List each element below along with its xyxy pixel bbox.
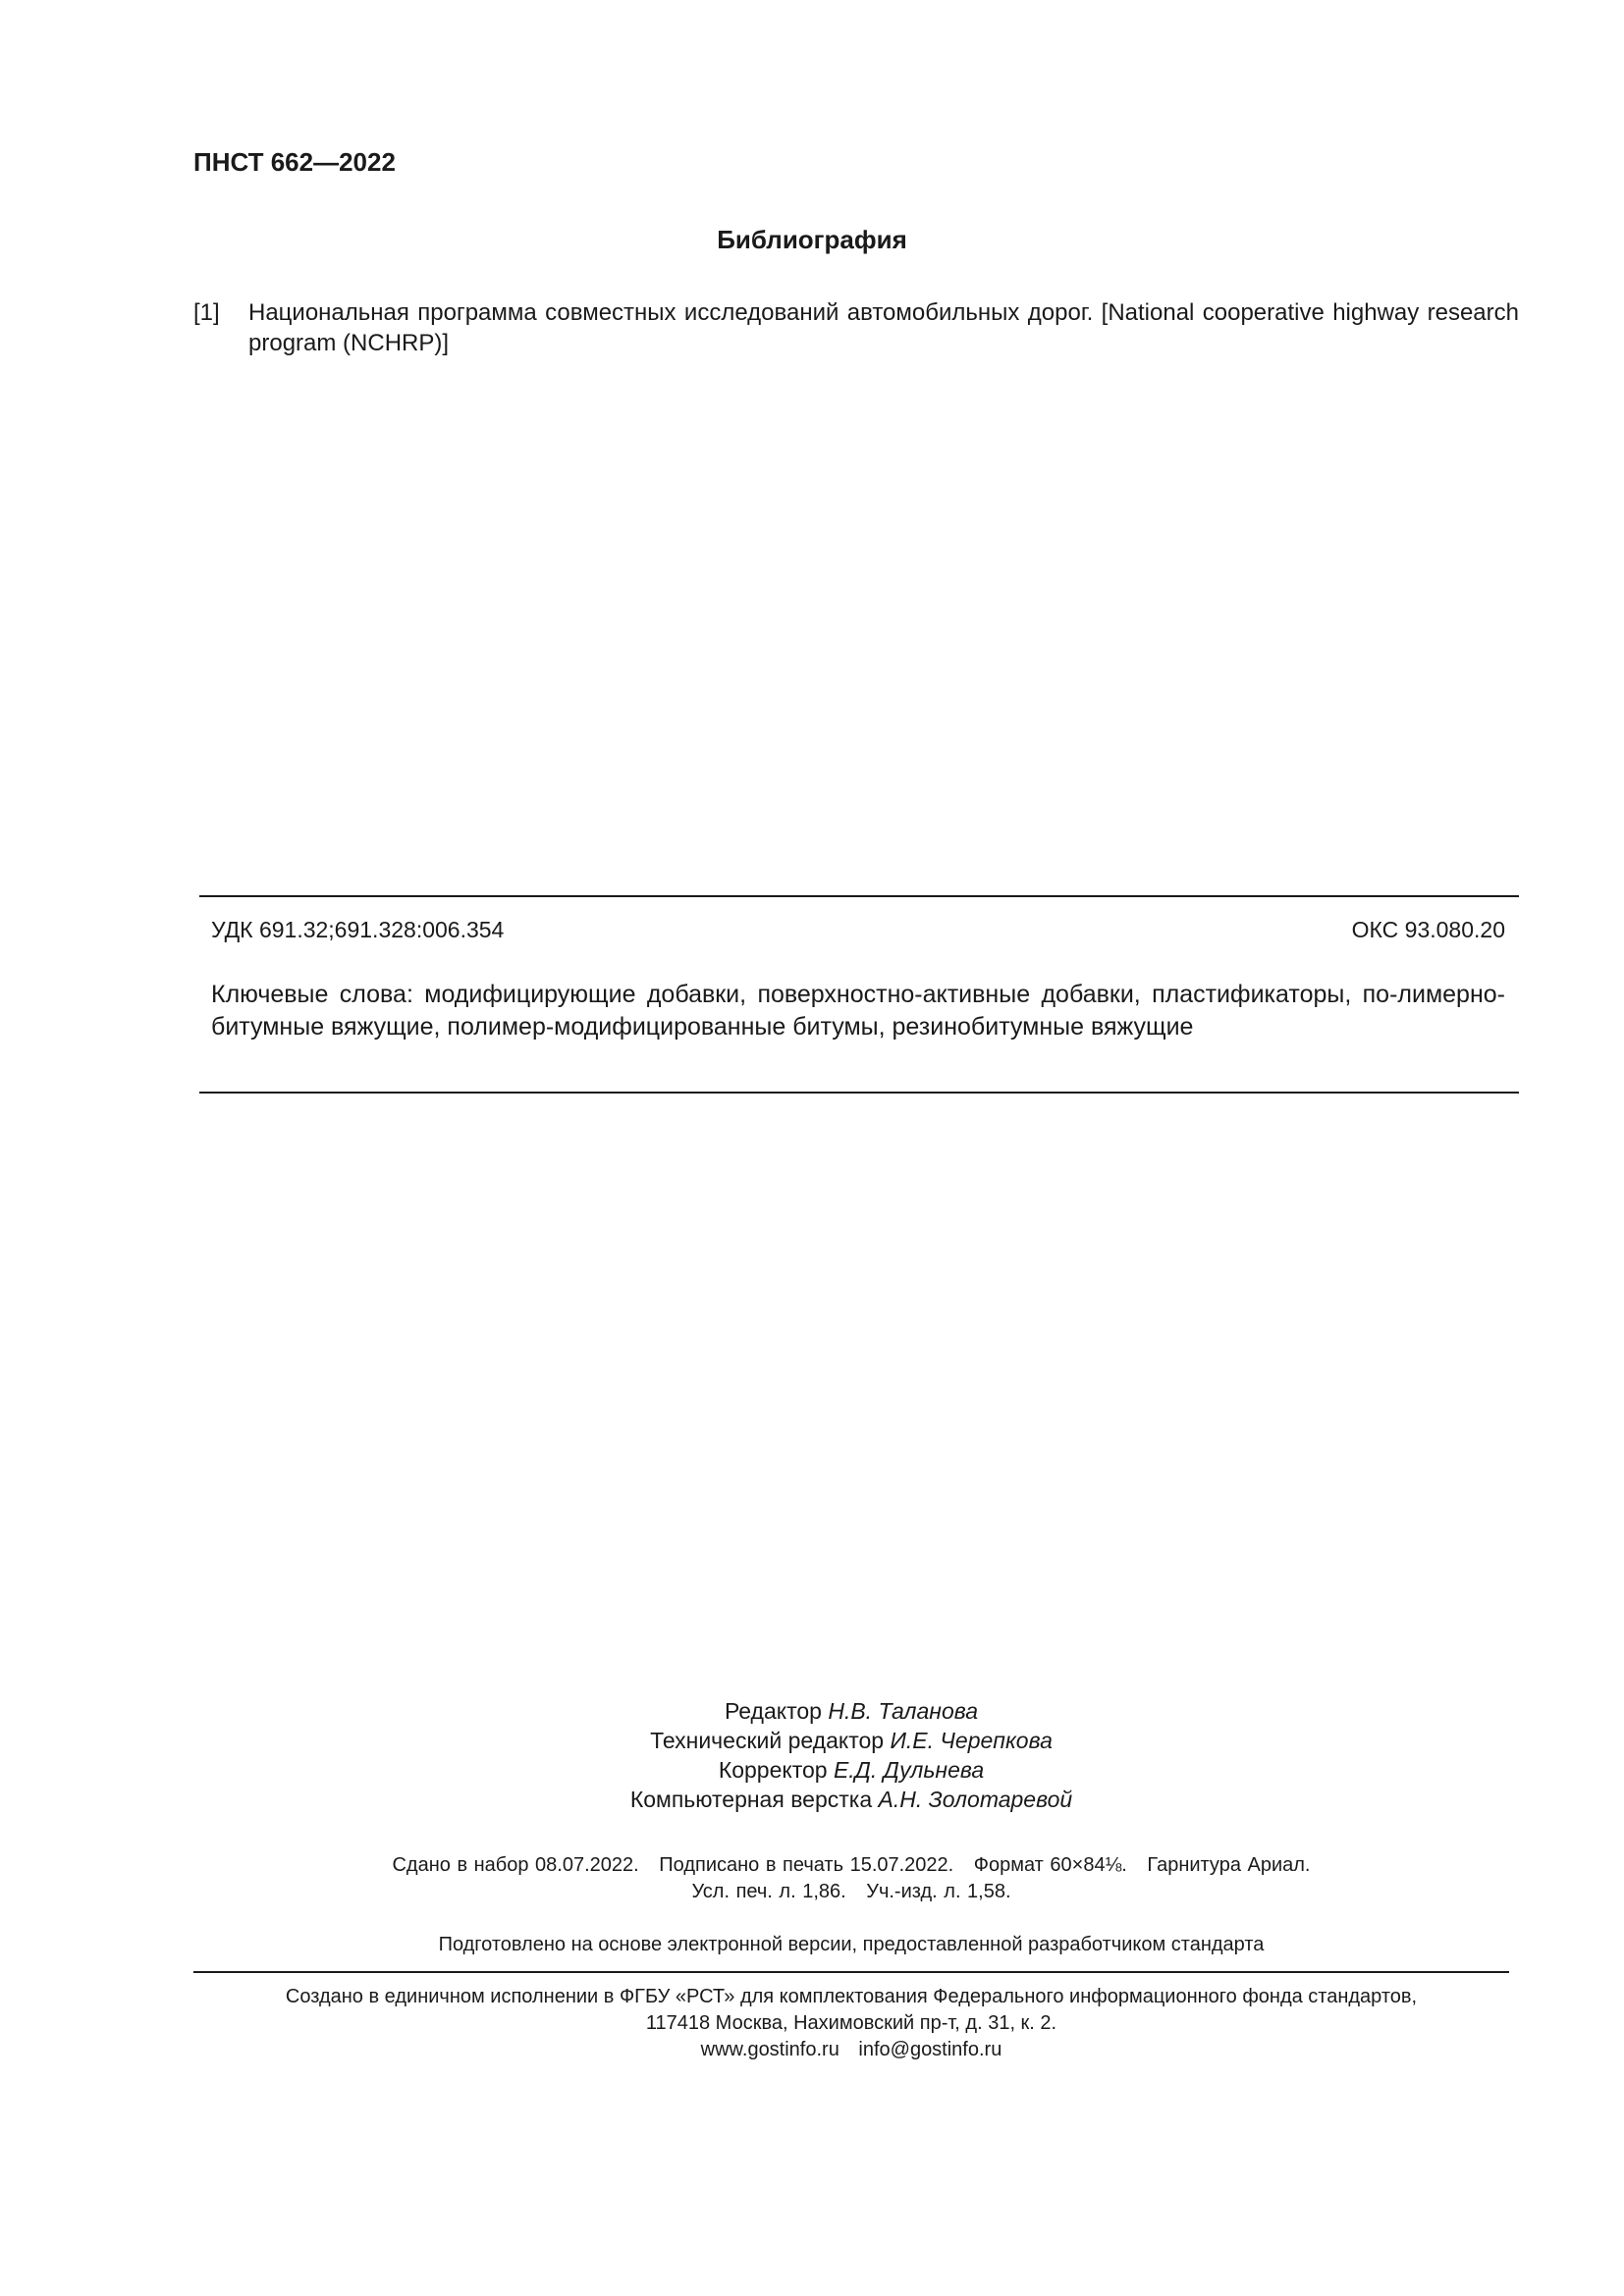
publication-line-2 (0, 1879, 1624, 1905)
entry-number: [1] (193, 299, 220, 326)
prepared-note: Подготовлено на основе электронной версии, предоставленной разработчиком стандарта (438, 1934, 1265, 1955)
bibliography-heading: Библиография (717, 225, 907, 254)
imprint-address: 117418 Москва, Нахимовский пр-т, д. 31, к. 2. (645, 2012, 1057, 2034)
bibliography-entry (193, 297, 1519, 358)
credit-role: Компьютерная верстка (629, 1787, 873, 1812)
credits-block (0, 1696, 1624, 1814)
udk-code: УДК 691.32;691.328:006.354 (211, 917, 505, 942)
oks-code: ОКС 93.080.20 (1351, 917, 1505, 942)
credit-tech-editor (0, 1726, 1624, 1755)
email-link[interactable]: info@gostinfo.ru (858, 2039, 1002, 2060)
publication-info (0, 1852, 1624, 1905)
divider-bottom (199, 1092, 1519, 1094)
document-code: ПНСТ 662—2022 (193, 147, 396, 177)
publication-line-1 (0, 1852, 1624, 1879)
credit-role: Технический редактор (650, 1728, 885, 1753)
imprint-line: Создано в единичном исполнении в ФГБУ «РСТ» для комплектования Федерального информационного фонда стандартов, (285, 1986, 1418, 2007)
edition-sheets: Уч.-изд. л. 1,58. (866, 1881, 1011, 1902)
typeset-date: Сдано в набор 08.07.2022. (392, 1854, 639, 1876)
divider-top (199, 895, 1519, 897)
signed-date: Подписано в печать 15.07.2022. (659, 1854, 954, 1876)
credit-layout (0, 1785, 1624, 1814)
credit-editor (0, 1696, 1624, 1726)
credit-name: Е.Д. Дульнева (833, 1757, 985, 1783)
credit-name: Н.В. Таланова (828, 1698, 979, 1724)
credit-proofreader (0, 1755, 1624, 1785)
credit-role: Корректор (718, 1757, 828, 1783)
typeface: Гарнитура Ариал. (1147, 1854, 1311, 1876)
format: Формат 60×84⅛. (973, 1854, 1127, 1876)
credit-role: Редактор (724, 1698, 822, 1724)
divider-imprint (193, 1971, 1509, 1973)
print-sheets: Усл. печ. л. 1,86. (691, 1881, 846, 1902)
entry-text: Национальная программа совместных исследований автомобильных дорог. [National cooperative highway research program (NCHRP)] (248, 299, 1519, 356)
credit-name: А.Н. Золотаревой (878, 1787, 1073, 1812)
keywords: Ключевые слова: модифицирующие добавки, поверхностно-активные добавки, пластификаторы, по-лимерно-битумные вяжущие, полимер-модифицированные битумы, резинобитумные вяжущие (211, 981, 1505, 1041)
imprint (0, 1984, 1624, 2063)
credit-name: И.Е. Черепкова (890, 1728, 1053, 1753)
imprint-contacts (0, 2037, 1624, 2063)
website-link[interactable]: www.gostinfo.ru (700, 2039, 839, 2060)
